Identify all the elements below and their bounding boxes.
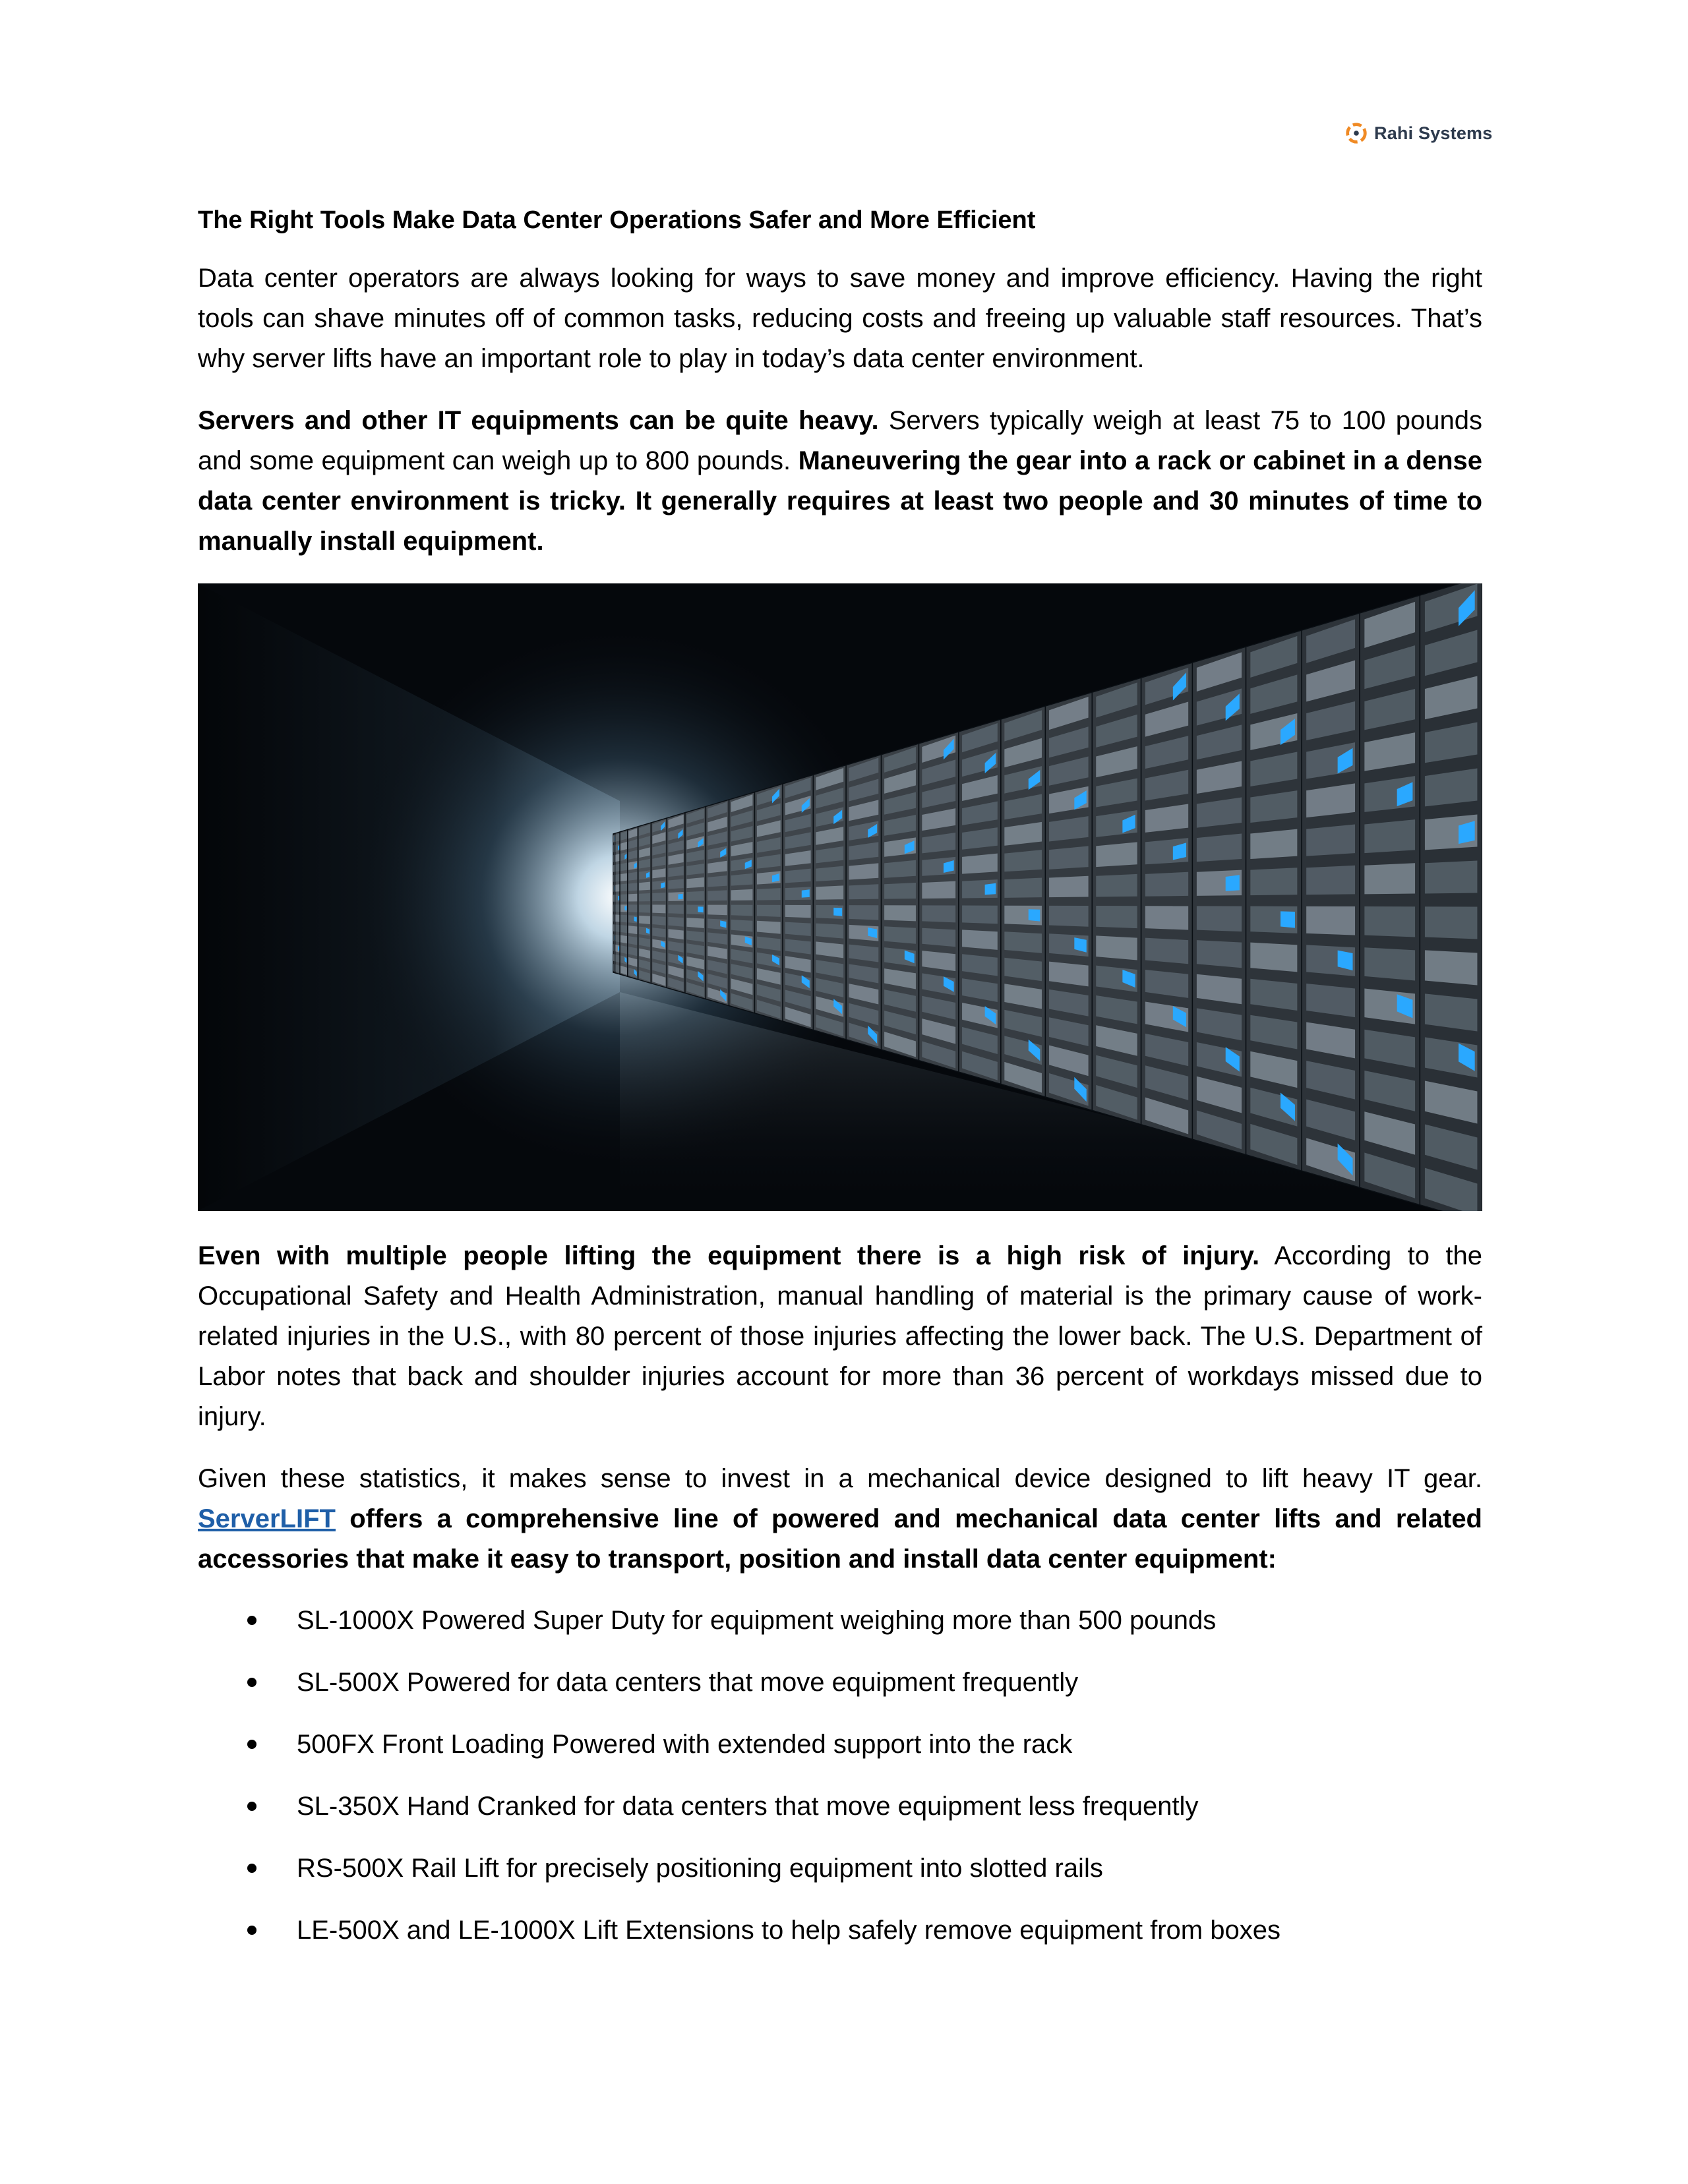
article-title: The Right Tools Make Data Center Operations Safer and More Efficient <box>198 206 1036 234</box>
server-unit <box>639 893 650 901</box>
server-unit <box>628 872 637 881</box>
bullet-icon <box>247 1926 256 1935</box>
server-unit <box>1364 819 1415 853</box>
paragraph-weight-lead: Servers and other IT equipments can be quite heavy. <box>198 406 879 435</box>
list-item-text: 500FX Front Loading Powered with extended support into the rack <box>297 1730 1073 1759</box>
server-unit <box>668 917 683 927</box>
server-unit <box>785 905 811 918</box>
list-item-text: SL-350X Hand Cranked for data centers that move equipment less frequently <box>297 1792 1199 1821</box>
list-item-text: LE-500X and LE-1000X Lift Extensions to help safely remove equipment from boxes <box>297 1916 1281 1945</box>
server-unit <box>686 918 704 928</box>
bullet-icon <box>247 1678 256 1687</box>
server-unit <box>1096 906 1137 928</box>
server-unit <box>1049 906 1089 927</box>
server-unit <box>628 904 637 912</box>
server-unit <box>731 920 753 931</box>
paragraph-injury-lead: Even with multiple people lifting the equipment there is a high risk of injury. <box>198 1241 1260 1270</box>
server-unit <box>615 864 619 872</box>
server-unit <box>757 905 781 917</box>
server-unit <box>1197 940 1242 968</box>
server-unit <box>1425 861 1478 894</box>
server-unit <box>1364 863 1415 894</box>
server-unit <box>615 924 619 931</box>
server-unit <box>708 875 727 887</box>
server-unit <box>615 914 619 922</box>
server-unit <box>731 905 753 916</box>
server-unit <box>639 904 650 912</box>
rack-column <box>628 827 638 980</box>
bullet-icon <box>247 1616 256 1625</box>
server-led <box>698 906 703 912</box>
server-unit <box>1004 878 1042 898</box>
server-unit <box>1145 938 1188 964</box>
server-unit <box>615 884 619 891</box>
server-unit <box>1250 829 1297 859</box>
server-unit <box>884 860 916 878</box>
server-unit <box>1197 906 1242 931</box>
server-unit <box>1004 850 1042 871</box>
server-unit <box>922 905 955 922</box>
server-unit <box>615 874 619 881</box>
server-unit <box>962 930 998 950</box>
brand-name: Rahi Systems <box>1374 123 1493 143</box>
server-unit <box>962 906 998 924</box>
server-unit <box>1145 906 1188 930</box>
server-unit <box>620 915 627 923</box>
server-unit <box>1250 868 1297 895</box>
server-unit <box>615 964 619 973</box>
bullet-icon <box>247 1802 256 1811</box>
list-item <box>198 1849 1482 1887</box>
server-unit <box>668 904 683 914</box>
server-unit <box>922 881 955 899</box>
server-unit <box>1306 866 1355 895</box>
server-led <box>1226 875 1240 891</box>
server-unit <box>1364 947 1415 980</box>
server-unit <box>620 863 627 871</box>
server-unit <box>628 883 637 891</box>
server-unit <box>1306 906 1355 935</box>
server-unit <box>620 935 627 944</box>
server-unit <box>849 905 878 920</box>
server-unit <box>1250 943 1297 972</box>
server-unit <box>1197 834 1242 862</box>
server-unit <box>686 891 704 901</box>
server-unit <box>849 863 878 879</box>
serverlift-link[interactable]: ServerLIFT <box>198 1504 336 1533</box>
server-unit <box>884 883 916 899</box>
server-unit <box>620 894 627 901</box>
server-unit <box>884 905 916 921</box>
paragraph-weight <box>198 401 1482 562</box>
paragraph-intro: Data center operators are always looking for ways to save money and improve efficiency. Having the right tools can shave minutes off of common tasks, reducing costs and freeing up valuable staff resources. That’s why server lifts have an important role to play in today’s data center environment. <box>198 264 1482 373</box>
server-unit <box>757 888 781 900</box>
server-unit <box>731 889 753 900</box>
server-room-image <box>198 583 1482 1211</box>
server-unit <box>1096 935 1137 960</box>
server-led <box>1281 911 1295 928</box>
server-unit <box>1425 906 1478 939</box>
list-item <box>198 1601 1482 1639</box>
server-led <box>833 908 842 916</box>
server-led <box>1029 909 1040 921</box>
server-led <box>634 916 637 922</box>
list-item-text: SL-500X Powered for data centers that move equipment frequently <box>297 1668 1079 1697</box>
list-item-text: RS-500X Rail Lift for precisely positioning equipment into slotted rails <box>297 1854 1103 1883</box>
server-unit <box>757 921 781 934</box>
server-unit <box>615 904 619 912</box>
server-unit <box>628 894 637 902</box>
server-unit <box>615 854 619 862</box>
server-unit <box>785 922 811 936</box>
server-unit <box>639 916 650 924</box>
server-led <box>618 896 619 900</box>
server-racks-illustration <box>198 583 1482 1211</box>
paragraph-weight-text: Servers typically weigh at least 75 to 100 pounds and some equipment can weigh up to 800 pounds. <box>198 406 1483 475</box>
list-item-text: SL-1000X Powered Super Duty for equipment weighing more than 500 pounds <box>297 1606 1217 1635</box>
paragraph-injury <box>198 1236 1482 1437</box>
rack-column <box>615 832 620 974</box>
list-item <box>198 1787 1482 1825</box>
server-unit <box>615 935 619 943</box>
server-unit <box>1306 825 1355 856</box>
server-unit <box>1096 874 1137 897</box>
paragraph-weight-emphasis: Maneuvering the gear into a rack or cabinet in a dense data center environment is tricky. It generally requires at least two people and 30 minutes of time to manually install equipment. <box>198 446 1482 556</box>
server-unit <box>1364 906 1415 937</box>
paragraph-serverlift-emphasis: offers a comprehensive line of powered and mechanical data center lifts and related accessories that make it easy to transport, position and install data center equipment: <box>198 1504 1482 1574</box>
bullet-icon <box>247 1864 256 1873</box>
server-unit <box>1049 876 1089 897</box>
server-led <box>802 889 810 897</box>
article-body <box>198 202 1482 1973</box>
server-unit <box>686 877 704 888</box>
server-unit <box>785 869 811 883</box>
server-led <box>678 894 682 900</box>
server-led <box>624 906 626 910</box>
server-unit <box>652 904 665 913</box>
server-unit <box>639 882 650 891</box>
server-unit <box>1425 950 1478 985</box>
server-unit <box>620 883 627 891</box>
server-unit <box>816 924 843 939</box>
server-unit <box>1145 872 1188 897</box>
server-unit <box>731 873 753 886</box>
server-unit <box>708 905 727 916</box>
server-unit <box>816 885 843 899</box>
server-unit <box>628 926 637 934</box>
server-unit <box>884 926 916 944</box>
server-unit <box>615 833 619 842</box>
list-item <box>198 1725 1482 1763</box>
rack-column <box>620 830 628 977</box>
bullet-icon <box>247 1740 256 1749</box>
server-unit <box>620 925 627 933</box>
server-unit <box>652 916 665 926</box>
server-unit <box>708 890 727 900</box>
server-unit <box>849 884 878 899</box>
server-unit <box>652 893 665 901</box>
list-item <box>198 1663 1482 1701</box>
server-unit <box>620 873 627 881</box>
paragraph-serverlift-text: Given these statistics, it makes sense to invest in a mechanical device designed to lift heavy IT gear. <box>198 1464 1482 1493</box>
server-unit <box>962 854 998 874</box>
server-led <box>985 883 996 895</box>
list-item <box>198 1911 1482 1949</box>
server-unit <box>1096 842 1137 867</box>
server-unit <box>1004 931 1042 953</box>
server-unit <box>816 866 843 881</box>
rack-column <box>638 823 651 984</box>
paragraph-injury-text: According to the Occupational Safety and Health Administration, manual handling of material is the primary cause of work-related injuries in the U.S., with 80 percent of those injuries affecting the lower back. The U.S. Department of Labor notes that back and shoulder injuries account for more than 36 percent of workdays missed due to injury. <box>198 1241 1483 1431</box>
brand-logo <box>1344 119 1492 148</box>
server-unit <box>615 955 619 962</box>
server-unit <box>922 928 955 947</box>
server-unit <box>1049 846 1089 869</box>
server-unit <box>668 879 683 889</box>
product-list <box>198 1601 1482 1949</box>
rahi-logo-icon <box>1344 121 1369 146</box>
paragraph-serverlift <box>198 1459 1482 1579</box>
